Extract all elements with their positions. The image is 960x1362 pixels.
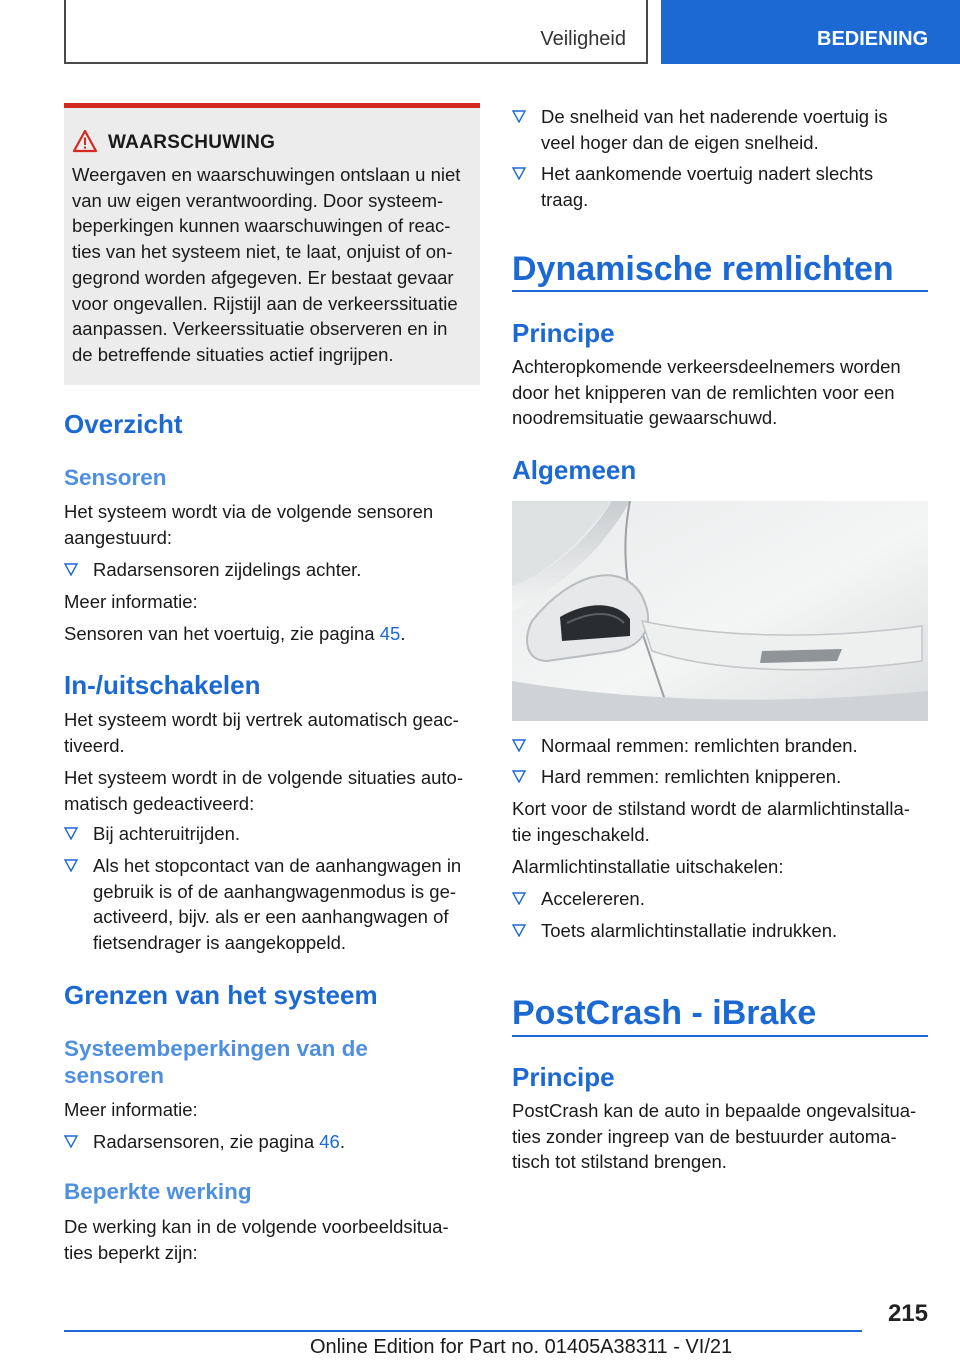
sensoren-reference: Sensoren van het voertuig, zie pagina 45. [64, 623, 406, 644]
triangle-bullet-icon [64, 1135, 78, 1148]
principe-2-text: PostCrash kan de auto in bepaalde ongevalsitua- ties zonder ingreep van de bestuurder automa- tisch tot stilstand brengen. [512, 1100, 917, 1173]
list-item: Radarsensoren, zie pagina 46. [64, 1129, 480, 1155]
alarm-text: Alarmlichtinstallatie uitschakelen: [512, 856, 784, 877]
heading-beperkte-werking: Beperkte werking [64, 1179, 252, 1204]
heading-sensoren: Sensoren [64, 465, 167, 490]
triangle-bullet-icon [512, 739, 526, 752]
heading-systeembeperkingen: Systeembeperkingen van de sensoren [64, 1036, 368, 1088]
header-section-title: Veiligheid [540, 28, 626, 50]
warning-triangle-icon [72, 129, 98, 153]
in-uit-text-1: Het systeem wordt bij vertrek automatisch geac- tiveerd. [64, 709, 459, 756]
triangle-bullet-icon [512, 892, 526, 905]
triangle-bullet-icon [512, 167, 526, 180]
list-item: Het aankomende voertuig nadert slechts traag. [512, 161, 928, 212]
list-item: Radarsensoren zijdelings achter. [64, 557, 480, 583]
triangle-bullet-icon [64, 859, 78, 872]
beperkt-text: De werking kan in de volgende voorbeeldsitua- ties beperkt zijn: [64, 1216, 449, 1263]
heading-grenzen: Grenzen van het systeem [64, 980, 378, 1010]
tail-light-illustration [512, 501, 928, 721]
in-uit-text-2: Het systeem wordt in de volgende situaties auto- matisch gedeactiveerd: [64, 767, 463, 814]
page-link-45[interactable]: 45 [379, 623, 401, 644]
triangle-bullet-icon [512, 110, 526, 123]
triangle-bullet-icon [64, 827, 78, 840]
kort-text: Kort voor de stilstand wordt de alarmlichtinstalla- tie ingeschakeld. [512, 798, 910, 845]
list-item: Bij achteruitrijden. [64, 821, 480, 847]
brake-light-photo [512, 501, 928, 721]
meer-informatie-label: Meer informatie: [64, 591, 198, 612]
list-item: De snelheid van het naderende voertuig is veel hoger dan de eigen snelheid. [512, 104, 928, 155]
heading-rule [512, 290, 928, 292]
principe-1-text: Achteropkomende verkeersdeelnemers worden door het knipperen van de remlichten voor een noodremsituatie gewaarschuwd. [512, 356, 901, 429]
heading-algemeen: Algemeen [512, 455, 637, 485]
warning-title: WAARSCHUWING [108, 132, 472, 154]
page-number: 215 [887, 1300, 928, 1327]
heading-postcrash: PostCrash - iBrake [512, 994, 817, 1032]
heading-overzicht: Overzicht [64, 409, 183, 439]
heading-dynamische-remlichten: Dynamische remlichten [512, 250, 894, 288]
heading-principe-1: Principe [512, 318, 615, 348]
list-item: Als het stopcontact van de aanhangwagen in gebruik is of de aanhangwagenmodus is ge- activeerd, bijv. als er een aanhangwagen of fietsendrager is aangekoppeld. [64, 853, 480, 956]
list-item: Hard remmen: remlichten knipperen. [512, 764, 928, 790]
heading-in-uitschakelen: In-/uitschakelen [64, 670, 261, 700]
heading-rule [512, 1035, 928, 1037]
sensoren-text: Het systeem wordt via de volgende sensoren aangestuurd: [64, 501, 434, 548]
warning-box [64, 103, 480, 385]
warning-text: Weergaven en waarschuwingen ontslaan u niet van uw eigen verantwoording. Door systeem- beperkingen kunnen waarschuwingen of reac- ties van het systeem niet, te laat, onjuist of on- gegrond worden afgegeven. Er bestaat gevaar voor ongevallen. Rijstijl aan de verkeerssituatie aanpassen. Verkeerssituatie observeren en in de betreffende situaties actief ingrijpen. [72, 164, 461, 365]
triangle-bullet-icon [64, 563, 78, 576]
page-link-46[interactable]: 46 [319, 1131, 340, 1152]
footer-rule [64, 1330, 862, 1332]
header-chapter-tab: BEDIENING [661, 0, 960, 64]
list-item: Toets alarmlichtinstallatie indrukken. [512, 918, 928, 944]
footer-edition: Online Edition for Part no. 01405A38311 - VI/21 [310, 1336, 733, 1358]
triangle-bullet-icon [512, 924, 526, 937]
header-section-box [64, 0, 648, 64]
list-item: Normaal remmen: remlichten branden. [512, 733, 928, 759]
meer-informatie-label-2: Meer informatie: [64, 1099, 198, 1120]
heading-principe-2: Principe [512, 1062, 615, 1092]
triangle-bullet-icon [512, 770, 526, 783]
list-item: Accelereren. [512, 886, 928, 912]
